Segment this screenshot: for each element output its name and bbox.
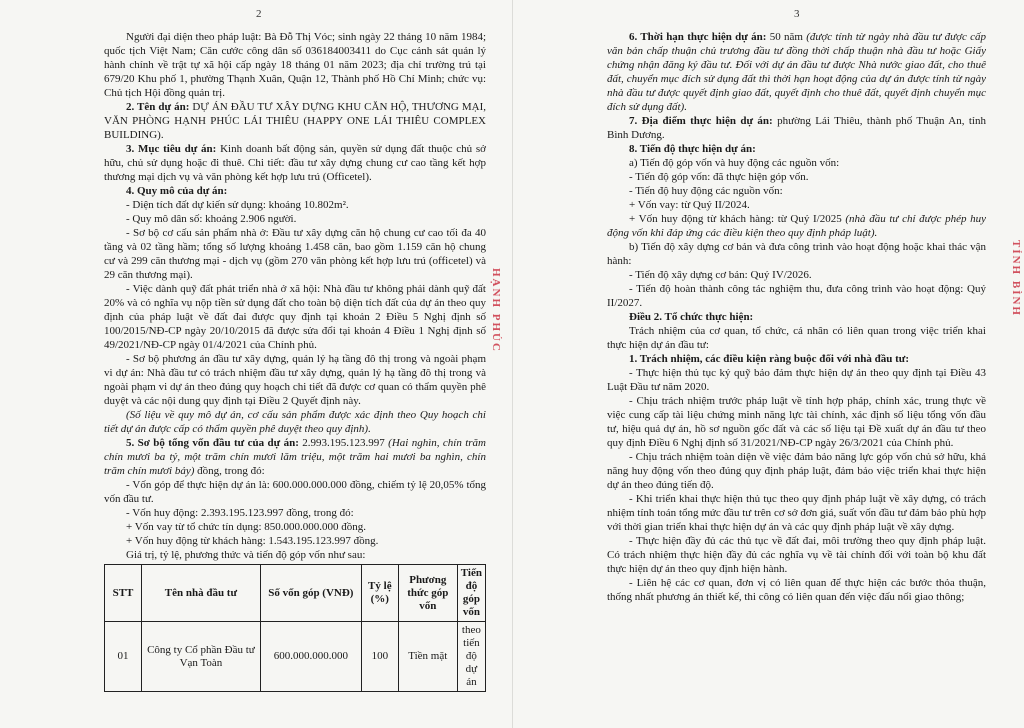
section-5-investment xyxy=(104,436,486,478)
column-header: STT xyxy=(105,565,142,622)
section-text: phường Lái Thiêu, thành phố Thuận An, tỉnh Bình Dương. xyxy=(607,115,986,141)
legal-representative-paragraph: Người đại diện theo pháp luật: Bà Đỗ Thị Vóc; sinh ngày 22 tháng 10 năm 1984; quốc tịch Việt Nam; Căn cước công dân số 036184003411 do Cục cảnh sát quản lý hành chính về trật tự xã hội cấp ngày 18 tháng 01 năm 2023; địa chỉ trường trú tại 679/20 Khu phố 1, phường Thạnh Xuân, Quận 12, Thành phố Hồ Chí Minh; chức vụ: Chủ tịch Hội đồng quản trị. xyxy=(104,31,486,99)
equity-line: - Vốn góp để thực hiện dự án là: 600.000.000.000 đồng, chiếm tỷ lệ 20,05% tổng vốn đầu tư. xyxy=(104,479,486,505)
clause-item: - Chịu trách nhiệm toàn diện về việc đảm bảo năng lực góp vốn chủ sở hữu, khả năng huy động vốn theo đúng quy định pháp luật, đảm bảo việc triển khai thực hiện dự án theo đúng tiến độ. xyxy=(607,451,986,491)
section-6-duration xyxy=(607,30,986,114)
section-text: 50 năm xyxy=(766,31,807,43)
section-text: + Vốn huy động từ khách hàng: từ Quý I/2025 xyxy=(629,213,846,225)
section-2-project-name xyxy=(104,100,486,142)
land-area-line: - Diện tích đất dự kiến sử dụng: khoảng 10.802m². xyxy=(126,199,349,211)
section-heading: 7. Địa điểm thực hiện dự án: xyxy=(629,115,773,127)
table-cell: 600.000.000.000 xyxy=(260,622,361,692)
clause-heading: 1. Trách nhiệm, các điều kiện ràng buộc đối với nhà đầu tư: xyxy=(629,353,909,365)
article-2-heading xyxy=(607,310,986,324)
section-8-heading xyxy=(607,142,986,156)
progress-a-1: - Tiến độ góp vốn: đã thực hiện góp vốn. xyxy=(629,171,809,183)
capital-contribution-table xyxy=(104,564,486,692)
section-heading: 6. Thời hạn thực hiện dự án: xyxy=(629,31,767,43)
page-number: 3 xyxy=(794,8,800,20)
progress-a-4 xyxy=(607,212,986,240)
progress-b: b) Tiến độ xây dựng cơ bản và đưa công trình vào hoạt động hoặc khai thác vận hành: xyxy=(607,241,986,267)
section-heading: 5. Sơ bộ tổng vốn đầu tư của dự án: xyxy=(126,437,299,449)
column-header: Tên nhà đầu tư xyxy=(141,565,260,622)
section-3-objectives xyxy=(104,142,486,184)
table-cell: 100 xyxy=(361,622,398,692)
table-cell: theo tiến độ dự án xyxy=(457,622,485,692)
progress-a-3: + Vốn vay: từ Quý II/2024. xyxy=(629,199,750,211)
table-row xyxy=(105,622,486,692)
social-housing-paragraph: - Việc dành quỹ đất phát triển nhà ở xã hội: Nhà đầu tư không phải dành quỹ đất 20% và có nghĩa vụ nộp tiền sử dụng đất cho toàn bộ diện tích đất của dự án theo quy định của pháp luật về đất đai được quy định tại khoản 2 Điều 5 Nghị định số 100/2015/NĐ-CP ngày 20/10/2015 đã được sửa đổi tại khoản 4 Điều 1 Nghị định số 49/2021/NĐ-CP ngày 01/4/2021 của Chính phủ. xyxy=(104,283,486,351)
investment-amount: 2.993.195.123.997 xyxy=(298,437,389,449)
amount-in-words: (Hai nghìn, chín trăm chín mươi ba tỷ, một trăm chín mươi lăm triệu, một trăm hai mươi ba nghìn, chín trăm chín mươi bảy) xyxy=(104,437,486,477)
section-heading: 8. Tiến độ thực hiện dự án: xyxy=(629,143,756,155)
column-header: Số vốn góp (VNĐ) xyxy=(260,565,361,622)
section-heading: 2. Tên dự án: xyxy=(126,101,190,113)
housing-structure-paragraph: - Sơ bộ cơ cấu sản phẩm nhà ở: Đầu tư xây dựng căn hộ chung cư cao tối đa 40 tầng và 02 tầng hầm; tổng số lượng khoảng 1.458 căn, bao gồm 1.159 căn hộ chung cư và 299 căn thương mại - dịch vụ (gồm 270 văn phòng kết hợp lưu trú (officetel) và 29 căn thương mại). xyxy=(104,227,486,281)
section-text: Kinh doanh bất động sản, quyền sử dụng đất thuộc chủ sở hữu, chủ sử dụng hoặc đi thuê. Chi tiết: đầu tư xây dựng chung cư cao tầng kết hợp thương mại dịch vụ và văn phòng kết hợp lưu trú (Officetel). xyxy=(104,143,487,183)
loan-line: + Vốn vay từ tổ chức tín dụng: 850.000.000.000 đồng. xyxy=(126,521,367,533)
section-text: DỰ ÁN ĐẦU TƯ XÂY DỰNG KHU CĂN HỘ, THƯƠNG MẠI, VĂN PHÒNG HẠNH PHÚC LÁI THIÊU (HAPPY ONE LÁI THIÊU COMPLEX BUILDING). xyxy=(104,101,486,141)
italic-note: (nhà đầu tư chỉ được phép huy động vốn khi đáp ứng các điều kiện theo quy định pháp luật). xyxy=(607,213,986,239)
table-intro: Giá trị, tỷ lệ, phương thức và tiến độ góp vốn như sau: xyxy=(126,549,366,561)
section-heading: 3. Mục tiêu dự án: xyxy=(126,143,217,155)
progress-b-2: - Tiến độ hoàn thành công tác nghiệm thu, đưa công trình vào hoạt động: Quý II/2027. xyxy=(607,283,986,309)
customer-capital-line: + Vốn huy động từ khách hàng: 1.543.195.123.997 đồng. xyxy=(126,535,379,547)
scale-note xyxy=(104,408,486,436)
article-2-intro: Trách nhiệm của cơ quan, tổ chức, cá nhân có liên quan trong việc triển khai thực hiện dự án đầu tư: xyxy=(607,325,986,351)
page-number: 2 xyxy=(256,8,262,20)
section-text: đồng, trong đó: xyxy=(194,465,265,477)
population-line: - Quy mô dân số: khoảng 2.906 người. xyxy=(126,213,297,225)
section-7-location xyxy=(607,114,986,142)
table-cell: 01 xyxy=(105,622,142,692)
clause-item: - Thực hiện thủ tục ký quỹ bảo đảm thực hiện dự án theo quy định tại Điều 43 Luật Đầu tư năm 2020. xyxy=(607,367,986,393)
article-heading: Điều 2. Tổ chức thực hiện: xyxy=(629,311,754,323)
red-seal-stamp: HẠNH PHÚC xyxy=(490,268,502,353)
clause-item: - Liên hệ các cơ quan, đơn vị có liên quan để thực hiện các bước thỏa thuận, thống nhất phương án thiết kế, thi công có liên quan đến việc đấu nối giao thông; xyxy=(607,577,986,603)
italic-note: (được tính từ ngày nhà đầu tư được cấp văn bản chấp thuận chủ trương đầu tư đồng thời chấp thuận nhà đầu tư hoặc Giấy chứng nhận đăng ký đầu tư. Đối với dự án đầu tư được Nhà nước giao đất, cho thuê đất, chuyển mục đích sử dụng đất thì thời hạn hoạt động của dự án được tính từ ngày nhà đầu tư được quyết định giao đất, quyết định cho thuê đất, quyết định chuyển mục đích sử dụng đất). xyxy=(607,31,986,113)
section-4-heading xyxy=(104,184,486,198)
table-cell: Công ty Cổ phần Đầu tư Vạn Toàn xyxy=(141,622,260,692)
progress-b-1: - Tiến độ xây dựng cơ bản: Quý IV/2026. xyxy=(629,269,812,281)
red-seal-stamp: TỈNH BÌNH xyxy=(1010,240,1022,317)
mobilized-capital-line: - Vốn huy động: 2.393.195.123.997 đồng, trong đó: xyxy=(126,507,354,519)
clause-item: - Chịu trách nhiệm trước pháp luật về tính hợp pháp, chính xác, trung thực về việc cung cấp tài liệu chứng minh năng lực tài chính, xác định số liệu tổng vốn đầu tư, hiệu quả dự án, hồ sơ nguồn gốc đất và các số liệu tại Đề xuất dự án đầu tư theo quy định Điều 6 Nghị định số 31/2021/NĐ-CP ngày 26/3/2021 của Chính phủ. xyxy=(607,395,986,449)
infrastructure-paragraph: - Sơ bộ phương án đầu tư xây dựng, quản lý hạ tầng đô thị trong và ngoài phạm vi dự án: Nhà đầu tư có trách nhiệm đầu tư xây dựng, quản lý hạ tầng đô thị trong và ngoài phạm vi dự án theo đúng quy hoạch chi tiết đã được cơ quan có thẩm quyền phê duyệt và các nội dung quy định tại Điều 2 Quyết định này. xyxy=(104,353,486,407)
clause-item: - Khi triển khai thực hiện thủ tục theo quy định pháp luật về xây dựng, có trách nhiệm tính toán tổng mức đầu tư trên cơ sở đơn giá, suất vốn đầu tư đảm bảo phù hợp với thời gian triển khai thực hiện dự án và các quy định pháp luật về xây dựng. xyxy=(607,493,986,533)
table-header-row xyxy=(105,565,486,622)
article-2-clause-1-heading xyxy=(607,352,986,366)
progress-a-2: - Tiến độ huy động các nguồn vốn: xyxy=(629,185,783,197)
page-3 xyxy=(512,0,1024,728)
italic-note: (Số liệu về quy mô dự án, cơ cấu sản phẩm được xác định theo Quy hoạch chi tiết dự án được cấp có thẩm quyền phê duyệt theo quy định). xyxy=(104,409,486,435)
section-heading: 4. Quy mô của dự án: xyxy=(126,185,228,197)
column-header: Phương thức góp vốn xyxy=(398,565,457,622)
table-cell: Tiền mặt xyxy=(398,622,457,692)
column-header: Tỷ lệ (%) xyxy=(361,565,398,622)
progress-a: a) Tiến độ góp vốn và huy động các nguồn vốn: xyxy=(629,157,840,169)
column-header: Tiến độ góp vốn xyxy=(457,565,485,622)
clause-item: - Thực hiện đầy đủ các thủ tục về đất đai, môi trường theo quy định pháp luật. Có trách nhiệm thực hiện đầy đủ các nghĩa vụ về tài chính đối với toàn bộ khu đất thực hiện dự án theo quy định hiện hành. xyxy=(607,535,986,575)
